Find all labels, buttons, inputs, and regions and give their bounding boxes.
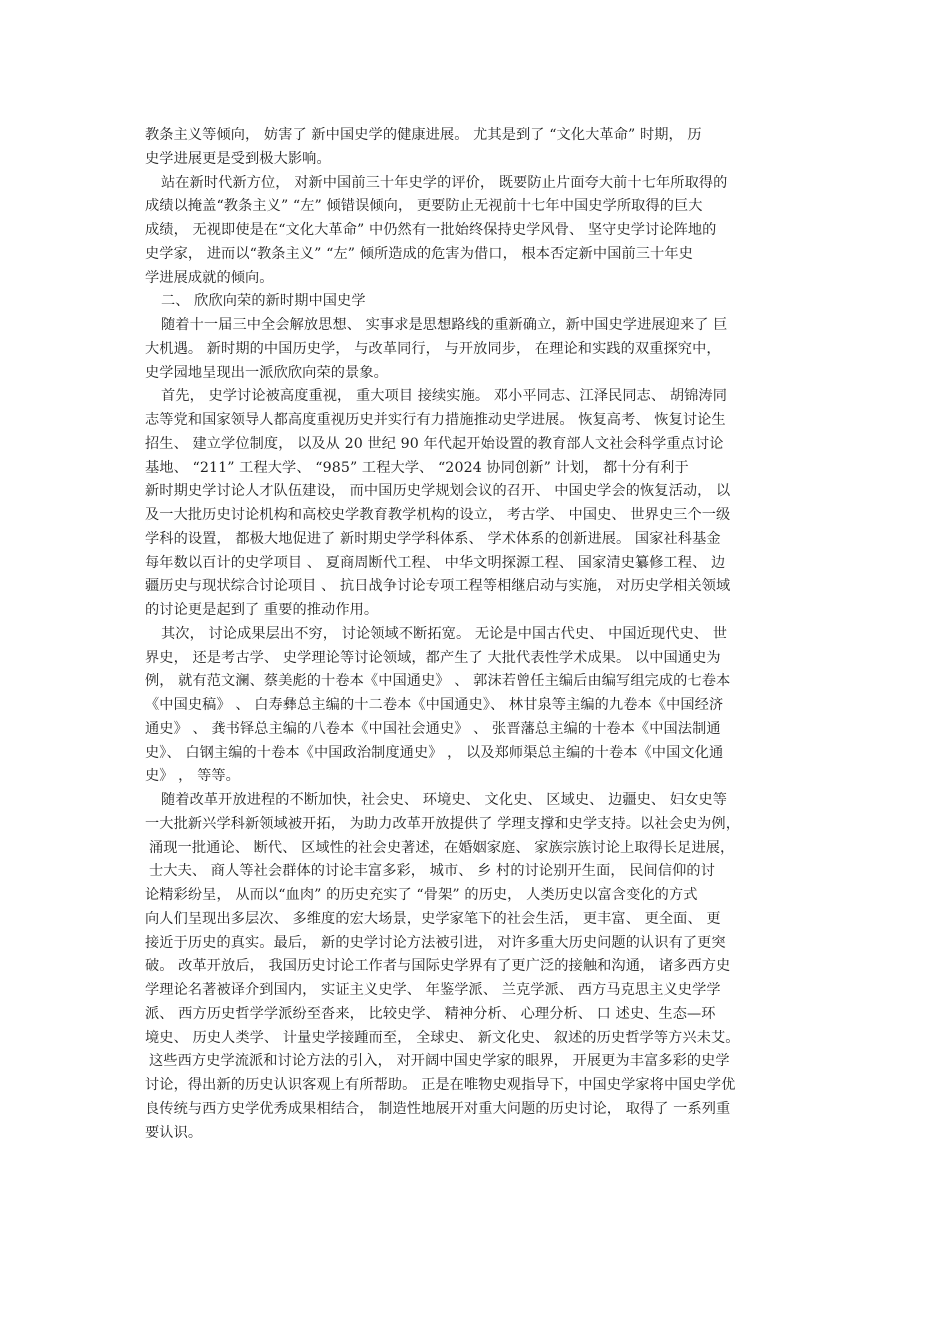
- text-line: 要认识。: [145, 1124, 203, 1141]
- text-line: 良传统与西方史学优秀成果相结合， 制造性地展开对重大问题的历史讨论， 取得了 一系列重: [145, 1100, 731, 1117]
- text-line: 每年数以百计的史学项目 、 夏商周断代工程、 中华文明探源工程、 国家清史纂修工程、 边: [145, 554, 726, 571]
- text-line: 通史》 、 龚书铎总主编的八卷本《中国社会通史》 、 张晋藩总主编的十卷本《中国法制通: [145, 720, 721, 737]
- text-line: 论精彩纷呈， 从而以“血肉” 的历史充实了 “骨架” 的历史， 人类历史以富含变化的方式: [145, 887, 698, 903]
- text-line: 招生、 建立学位制度， 以及从 20 世纪 90 年代起开始设置的教育部人文社会科学重点讨论: [145, 435, 724, 452]
- text-line: 二、 欣欣向荣的新时期中国史学: [161, 293, 366, 310]
- text-line: 向人们呈现出多层次、 多维度的宏大场景，史学家笔下的社会生活， 更丰富、 更全面、 更: [145, 910, 721, 927]
- text-line: 新时期史学讨论人才队伍建设， 而中国历史学规划会议的召开、 中国史学会的恢复活动， 以: [145, 483, 731, 500]
- text-line: 讨论，得出新的历史认识客观上有所帮助。 正是在唯物史观指导下，中国史学家将中国史学优: [145, 1077, 736, 1093]
- text-line: 学理论名著被译介到国内， 实证主义史学、 年鉴学派、 兰克学派、 西方马克思主义史学学: [145, 982, 721, 998]
- text-line: 史学园地呈现出一派欣欣向荣的景象。: [145, 364, 388, 381]
- text-line: 这些西方史学流派和讨论方法的引入， 对开阔中国史学家的眼界， 开展更为丰富多彩的史学: [149, 1053, 730, 1070]
- text-line: 《中国史稿》 、 白寿彝总主编的十二卷本《中国通史》、 林甘泉等主编的九卷本《中国经济: [145, 697, 724, 713]
- text-line: 史学进展更是受到极大影响。: [145, 150, 331, 167]
- text-line: 大机遇。 新时期的中国历史学， 与改革同行， 与开放同步， 在理论和实践的双重探究中，: [145, 340, 721, 357]
- text-line: 史》、 白钢主编的十卷本《中国政治制度通史》 ， 以及郑师渠总主编的十卷本《中国文化通: [145, 744, 724, 761]
- text-line: 的讨论更是起到了 重要的推动作用。: [145, 602, 379, 618]
- text-line: 涌现一批通论、 断代、 区域性的社会史著述，在婚姻家庭、 家族宗族讨论上取得长足进展，: [149, 839, 735, 856]
- text-line: 境史、 历史人类学、 计量史学接踵而至， 全球史、 新文化史、 叙述的历史哲学等方兴未艾。: [145, 1029, 740, 1046]
- text-line: 站在新时代新方位， 对新中国前三十年史学的评价， 既要防止片面夸大前十七年所取得的: [161, 174, 728, 191]
- text-line: 成绩， 无视即使是在“文化大革命” 中仍然有一批始终保持史学风骨、 坚守史学讨论阵地的: [145, 222, 717, 238]
- text-line: 志等党和国家领导人都高度重视历史并实行有力措施推动史学进展。 恢复高考、 恢复讨论生: [145, 412, 726, 428]
- text-line: 随着改革开放进程的不断加快，社会史、 环境史、 文化史、 区域史、 边疆史、 妇女史等: [161, 792, 727, 808]
- text-line: 一大批新兴学科新领域被开拓， 为助力改革开放提供了 学理支撑和史学支持。以社会史为例，: [145, 815, 741, 832]
- body-text: [145, 124, 813, 1145]
- text-line: 史学家， 进而以“教条主义” “左” 倾所造成的危害为借口， 根本否定新中国前三十年史: [145, 245, 693, 262]
- text-line: 随着十一届三中全会解放思想、 实事求是思想路线的重新确立，新中国史学进展迎来了 巨: [161, 317, 728, 333]
- text-line: 基地、 “211” 工程大学、 “985” 工程大学、 “2024 协同创新” 计划， 都十分有利于: [145, 459, 689, 476]
- text-line: 接近于历史的真实。最后， 新的史学讨论方法被引进， 对许多重大历史问题的认识有了更突: [145, 934, 726, 951]
- text-line: 首先， 史学讨论被高度重视， 重大项目 接续实施。 邓小平同志、江泽民同志、 胡锦涛同: [161, 388, 727, 405]
- text-line: 例， 就有范文澜、蔡美彪的十卷本《中国通史》 、 郭沫若曾任主编后由编写组完成的七卷本: [145, 673, 731, 690]
- text-line: 士大夫、 商人等社会群体的讨论丰富多彩， 城市、 乡 村的讨论别开生面， 民间信仰的讨: [149, 863, 715, 880]
- text-line: 学科的设置， 都极大地促进了 新时期史学学科体系、 学术体系的创新进展。 国家社科基金: [145, 530, 721, 547]
- text-line: 疆历史与现状综合讨论项目 、 抗日战争讨论专项工程等相继启动与实施， 对历史学相关领域: [145, 578, 731, 595]
- text-line: 教条主义等倾向， 妨害了 新中国史学的健康进展。 尤其是到了 “文化大革命” 时期， 历: [145, 127, 702, 143]
- text-line: 及一大批历史讨论机构和高校史学教育教学机构的设立， 考古学、 中国史、 世界史三个一级: [145, 507, 731, 523]
- text-line: 成绩以掩盖“教条主义” “左” 倾错误倾向， 更要防止无视前十七年中国史学所取得的巨大: [145, 198, 703, 215]
- text-line: 其次， 讨论成果层出不穷， 讨论领域不断拓宽。 无论是中国古代史、 中国近现代史、 世: [161, 625, 727, 642]
- text-line: 破。 改革开放后， 我国历史讨论工作者与国际史学界有了更广泛的接触和沟通， 诸多西方史: [145, 958, 731, 975]
- text-line: 学进展成就的倾向。: [145, 269, 274, 286]
- text-line: 派、 西方历史哲学学派纷至沓来， 比较史学、 精神分析、 心理分析、 口 述史、生态—环: [145, 1005, 716, 1022]
- text-line: 史》 ， 等等。: [145, 768, 240, 785]
- text-line: 界史， 还是考古学、 史学理论等讨论领域，都产生了 大批代表性学术成果。 以中国通史为: [145, 649, 721, 666]
